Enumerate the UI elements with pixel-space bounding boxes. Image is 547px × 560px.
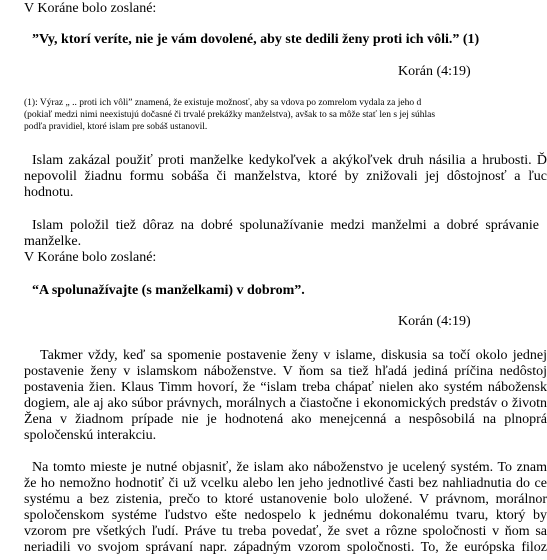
paragraph-line: vzorom pre všetkých ľudí. Práve tu treba povedať, že svet a rôzne spoločnosti v ňom sa bbox=[24, 524, 547, 539]
paragraph-line: že ho nemožno hodnotiť či už vcelku alebo len jeho jednotlivé časti bez nahliadnutia do ce bbox=[24, 476, 547, 491]
footnote-line: (1): Výraz „ .. proti ich vôli” znamená, že existuje možnosť, aby sa vdova po zomrelom vydala za jeho d bbox=[24, 98, 422, 108]
paragraph-line: Na tomto mieste je nutné objasniť, že islam ako náboženstvo je ucelený systém. To znam bbox=[32, 460, 547, 475]
paragraph-line: Islam zakázal použiť proti manželke kedykoľvek a akýkoľvek druh násilia a hrubosti. Ď bbox=[32, 153, 547, 168]
paragraph-line: spoločenskú interakciu. bbox=[24, 428, 157, 443]
paragraph-line: nepovolil žiadnu formu sobáša či manželstva, ktoré by znižovali jej dôstojnosť a ľuc bbox=[24, 169, 547, 184]
koran-quote: ”Vy, ktorí veríte, nie je vám dovolené, aby ste dedili ženy proti ich vôli.” (1) bbox=[32, 32, 480, 47]
paragraph-line: hodnotu. bbox=[24, 185, 74, 200]
paragraph-line: Takmer vždy, keď sa spomenie postavenie ženy v islame, diskusia sa točí okolo jednej bbox=[40, 348, 547, 363]
quote-source: Korán (4:19) bbox=[398, 314, 471, 329]
paragraph-line: systému a bez zistenia, prečo to ktoré ustanovenie bolo uložené. V právnom, morálnor bbox=[24, 492, 547, 507]
quote-intro: V Koráne bolo zoslané: bbox=[24, 250, 157, 265]
paragraph-line: Žena v žiadnom prípade nie je hodnotená ako menejcenná a nespôsobilá na plnoprá bbox=[24, 412, 547, 427]
paragraph-line: postavenie ženy v islamskom náboženstve. V ňom sa tiež hľadá jediná príčina nedôstoj bbox=[24, 364, 547, 379]
footnote-line: (pokiaľ medzi nimi neexistujú dočasné či trvalé prekážky manželstva), avšak to sa môže stať len s jej súhlas bbox=[24, 110, 436, 120]
paragraph-line: postavenia žien. Klaus Timm hovorí, že “islam treba chápať nielen ako systém nábožensk bbox=[24, 380, 547, 395]
paragraph-line: Islam položil tiež dôraz na dobré spolunažívanie medzi manželmi a dobré správanie bbox=[32, 218, 539, 233]
paragraph-line: neriadili vo svojom správaní napr. západným vzorom spoločnosti. To, že európska filoz bbox=[24, 540, 547, 555]
paragraph-line: dogiem, ale aj ako súbor právnych, morálnych a čiastočne i ekonomických predstáv o životn bbox=[24, 396, 547, 411]
koran-quote: “A spolunažívajte (s manželkami) v dobrom”. bbox=[32, 283, 305, 298]
quote-intro: V Koráne bolo zoslané: bbox=[24, 1, 157, 16]
paragraph-line: spoločenskom systéme ľudstvo ešte nedospelo k jednému dokonalému tvaru, ktorý by bbox=[24, 508, 547, 523]
footnote-line: podľa pravidiel, ktoré islam pre sobáš ustanovil. bbox=[24, 122, 208, 132]
paragraph-line: manželke. bbox=[24, 234, 82, 249]
quote-source: Korán (4:19) bbox=[398, 64, 471, 79]
